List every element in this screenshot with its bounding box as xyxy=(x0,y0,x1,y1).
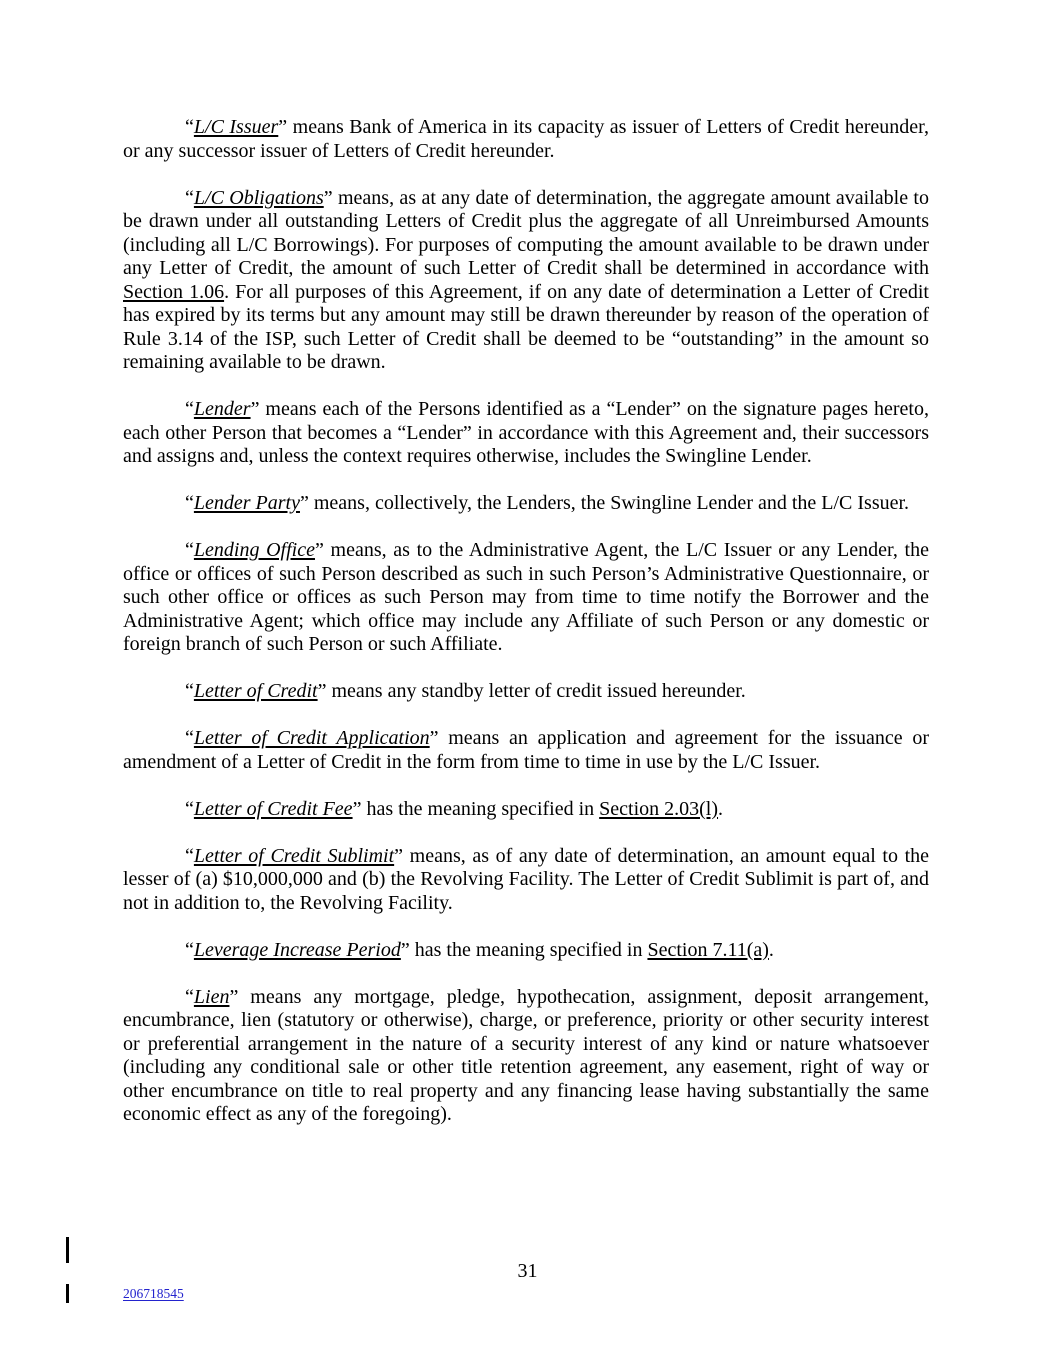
definition-text: ” means any mortgage, pledge, hypothecation, assignment, deposit arrangement, encumbrance, lien (statutory or otherwise), charge, or preference, priority or other security interest or preferential arrangement in the nature of a security interest of any kind or nature whatsoever (including any conditional sale or other title retention agreement, any easement, right of way or other encumbrance on title to real property and any financing lease having substantially the same economic effect as any of the foregoing). xyxy=(123,985,929,1125)
defined-term: Letter of Credit Application xyxy=(193,727,430,749)
definition-text: “ xyxy=(185,492,194,514)
definition-paragraph xyxy=(123,939,929,963)
defined-term: Lien xyxy=(193,985,230,1008)
definition-text: ” means, collectively, the Lenders, the Swingline Lender and the L/C Issuer. xyxy=(299,492,910,514)
definitions-list xyxy=(123,116,929,1150)
definition-text: “ xyxy=(185,797,194,820)
definition-text: “ xyxy=(185,985,194,1008)
definition-text: ” means, as at any date of determination, the aggregate amount available to be drawn under all outstanding Letters of Credit plus the aggregate of all Unreimbursed Amounts (including all L/C Borrowings). For purposes of computing the amount available to be drawn under any Letter of Credit, the amount of such Letter of Credit shall be determined in accordance with xyxy=(123,186,929,279)
defined-term: L/C Issuer xyxy=(193,116,279,138)
definition-text: ” has the meaning specified in xyxy=(400,938,648,961)
section-reference: Section 2.03(l) xyxy=(599,797,719,820)
section-reference: Section 7.11(a) xyxy=(647,938,769,961)
definition-text: ” means, as of any date of determination, an amount equal to the lesser of (a) $10,000,000 and (b) the Revolving Facility. The Letter of Credit Sublimit is part of, and not in addition to, the Revolving Facility. xyxy=(123,844,929,914)
definition-paragraph xyxy=(123,539,929,657)
definition-paragraph xyxy=(123,398,929,469)
page-number: 31 xyxy=(517,1260,538,1282)
definition-text: “ xyxy=(185,727,194,749)
definition-text: ” has the meaning specified in xyxy=(352,797,600,820)
defined-term: Letter of Credit Sublimit xyxy=(193,844,395,867)
definition-paragraph xyxy=(123,492,929,516)
definition-text: “ xyxy=(185,844,194,867)
defined-term: Lender xyxy=(193,398,251,420)
definition-text: “ xyxy=(185,116,194,138)
definition-text: ” means each of the Persons identified as a “Lender” on the signature pages hereto, each other Person that becomes a “Lender” in accordance with this Agreement and, their successors and assigns and, unless the context requires otherwise, includes the Swingline Lender. xyxy=(123,398,929,467)
definition-text: ” means any standby letter of credit issued hereunder. xyxy=(317,680,746,702)
definition-paragraph xyxy=(123,986,929,1127)
definition-text: ” means Bank of America in its capacity as issuer of Letters of Credit hereunder, or any successor issuer of Letters of Credit hereunder. xyxy=(123,116,929,162)
defined-term: L/C Obligations xyxy=(193,186,324,209)
defined-term: Lending Office xyxy=(193,539,315,561)
revision-change-bar xyxy=(66,1284,69,1303)
definition-text: “ xyxy=(185,938,194,961)
definition-text: . For all purposes of this Agreement, if on any date of determination a Letter of Credit has expired by its terms but any amount may still be drawn thereunder by reason of the operation of Rule 3.14 of the ISP, such Letter of Credit shall be deemed to be “outstanding” in the amount so remaining available to be drawn. xyxy=(123,280,929,373)
definition-text: . xyxy=(718,797,724,820)
defined-term: Leverage Increase Period xyxy=(193,938,401,961)
definition-text: “ xyxy=(185,539,194,561)
defined-term: Letter of Credit Fee xyxy=(193,797,353,820)
defined-term: Lender Party xyxy=(193,492,300,514)
definition-text: ” means an application and agreement for the issuance or amendment of a Letter of Credit in the form from time to time in use by the L/C Issuer. xyxy=(123,727,929,773)
definition-text: ” means, as to the Administrative Agent, the L/C Issuer or any Lender, the office or offices of such Person described as such in such Person’s Administrative Questionnaire, or such other office or offices as such Person may from time to time notify the Borrower and the Administrative Agent; which office may include any Affiliate of such Person or any domestic or foreign branch of such Person or such Affiliate. xyxy=(123,539,929,655)
definition-paragraph xyxy=(123,845,929,916)
section-reference: Section 1.06 xyxy=(123,280,225,303)
definition-paragraph xyxy=(123,187,929,375)
definition-paragraph xyxy=(123,116,929,163)
definition-paragraph xyxy=(123,680,929,704)
definition-text: . xyxy=(768,938,774,961)
definition-paragraph xyxy=(123,727,929,774)
defined-term: Letter of Credit xyxy=(193,680,318,702)
document-number-link[interactable]: 206718545 xyxy=(123,1286,184,1301)
definition-text: “ xyxy=(185,398,194,420)
definition-text: “ xyxy=(185,680,194,702)
definition-paragraph xyxy=(123,798,929,822)
definition-text: “ xyxy=(185,186,194,209)
